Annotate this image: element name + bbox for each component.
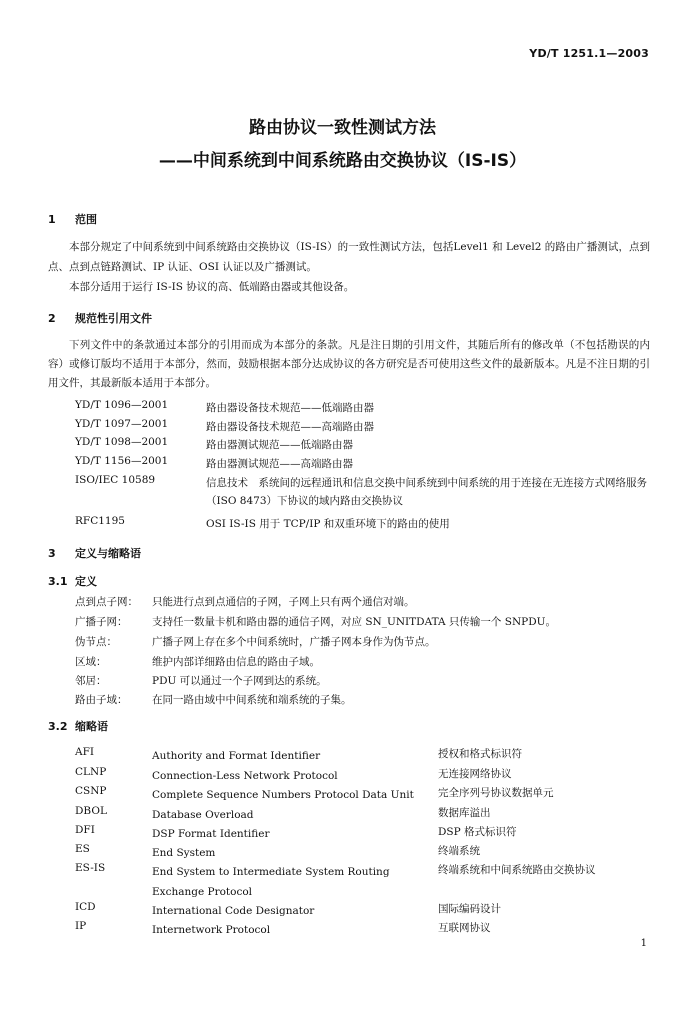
abbreviation-chinese: DSP 格式标识符 [438,826,517,838]
section-2-heading [48,310,152,326]
ref-code: RFC1195 [75,515,125,527]
abbreviation: AFI [75,746,95,758]
definition-text: 广播子网上存在多个中间系统时，广播子网本身作为伪节点。 [152,636,436,648]
abbreviation-chinese: 国际编码设计 [438,903,501,915]
standard-number: YD/T 1251.1—2003 [529,47,649,60]
page-number: 1 [640,938,647,949]
section-3-2-heading [48,718,108,734]
definition-term: 邻居： [75,675,107,687]
ref-code: YD/T 1096—2001 [75,399,169,411]
section-3-1-heading [48,573,97,589]
abbreviation-english: End System [152,847,216,859]
abbreviation: IP [75,920,87,932]
abbreviation: CLNP [75,766,107,778]
abbreviation-chinese: 终端系统和中间系统路由交换协议 [438,864,596,876]
section-3-heading [48,545,141,561]
abbreviation-english: Authority and Format Identifier [152,750,321,762]
abbreviation-chinese: 无连接网络协议 [438,768,512,780]
ref-title: 路由器测试规范——高端路由器 [206,458,353,470]
section-number: 2 [48,312,56,325]
ref-title: 路由器测试规范——低端路由器 [206,439,353,451]
abbreviation-chinese: 授权和格式标识符 [438,748,522,760]
abbreviation-chinese: 数据库溢出 [438,807,491,819]
abbreviation-chinese: 终端系统 [438,845,480,857]
document-subtitle: ——中间系统到中间系统路由交换协议（IS-IS） [158,151,527,171]
section-title: 规范性引用文件 [75,312,152,325]
section-title: 缩略语 [75,720,108,733]
section-title: 范围 [75,213,97,226]
ref-code: YD/T 1098—2001 [75,436,169,448]
abbreviation-english: Database Overload [152,809,254,821]
abbreviation-english: Complete Sequence Numbers Protocol Data Unit [152,789,414,801]
ref-code: YD/T 1156—2001 [75,455,169,467]
abbreviation: DFI [75,824,95,836]
abbreviation-english: End System to Intermediate System Routing Exchange Protocol [152,866,390,898]
definition-term: 路由子域： [75,694,128,706]
definition-term: 区域： [75,656,107,668]
definition-term: 点到点子网： [75,596,138,608]
definition-text: PDU 可以通过一个子网到达的系统。 [152,675,327,687]
scope-paragraph-1: 本部分规定了中间系统到中间系统路由交换协议（IS-IS）的一致性测试方法，包括Level1 和 Level2 的路由广播测试，点到点、点到点链路测试、IP 认证、OSI 认证以及广播测试。 [48,241,650,273]
definition-term: 广播子网： [75,616,128,628]
abbreviation-english: Connection-Less Network Protocol [152,770,338,782]
abbreviation: ES [75,843,90,855]
section-number: 3.1 [48,575,68,588]
document-title: 路由协议一致性测试方法 [249,118,436,138]
ref-title: 信息技术 系统间的远程通讯和信息交换中间系统到中间系统的用于连接在无连接方式网络服务（ISO 8473）下协议的域内路由交换协议 [206,477,647,507]
abbreviation-english: Internetwork Protocol [152,924,271,936]
definition-term: 伪节点： [75,636,117,648]
abbreviation: CSNP [75,785,107,797]
ref-title: 路由器设备技术规范——高端路由器 [206,421,374,433]
section-number: 1 [48,213,56,226]
abbreviation: ICD [75,901,96,913]
abbreviation-chinese: 完全序列号协议数据单元 [438,787,554,799]
definition-text: 只能进行点到点通信的子网，子网上只有两个通信对端。 [152,596,415,608]
ref-code: YD/T 1097—2001 [75,418,169,430]
section-title: 定义 [75,575,97,588]
ref-title: OSI IS-IS 用于 TCP/IP 和双重环境下的路由的使用 [206,518,450,530]
ref-code: ISO/IEC 10589 [75,474,156,486]
definition-text: 支持任一数量卡机和路由器的通信子网，对应 SN_UNITDATA 只传输一个 SNPDU。 [152,616,556,628]
section-1-heading [48,211,97,227]
section-number: 3.2 [48,720,68,733]
abbreviation: ES-IS [75,862,106,874]
ref-title: 路由器设备技术规范——低端路由器 [206,402,374,414]
abbreviation: DBOL [75,805,107,817]
definition-text: 维护内部详细路由信息的路由子域。 [152,656,320,668]
section-number: 3 [48,547,56,560]
scope-paragraph-2: 本部分适用于运行 IS-IS 协议的高、低端路由器或其他设备。 [69,281,355,293]
abbreviation-english: DSP Format Identifier [152,828,270,840]
definition-text: 在同一路由域中中间系统和端系统的子集。 [152,694,352,706]
section-title: 定义与缩略语 [75,547,141,560]
abbreviation-english: International Code Designator [152,905,315,917]
normative-intro: 下列文件中的条款通过本部分的引用而成为本部分的条款。凡是注日期的引用文件，其随后所有的修改单（不包括勘误的内容）或修订版均不适用于本部分，然而，鼓励根据本部分达成协议的各方研究是否可使用这些文件的最新版本。凡是不注日期的引用文件，其最新版本适用于本部分。 [48,339,650,389]
abbreviation-chinese: 互联网协议 [438,922,491,934]
